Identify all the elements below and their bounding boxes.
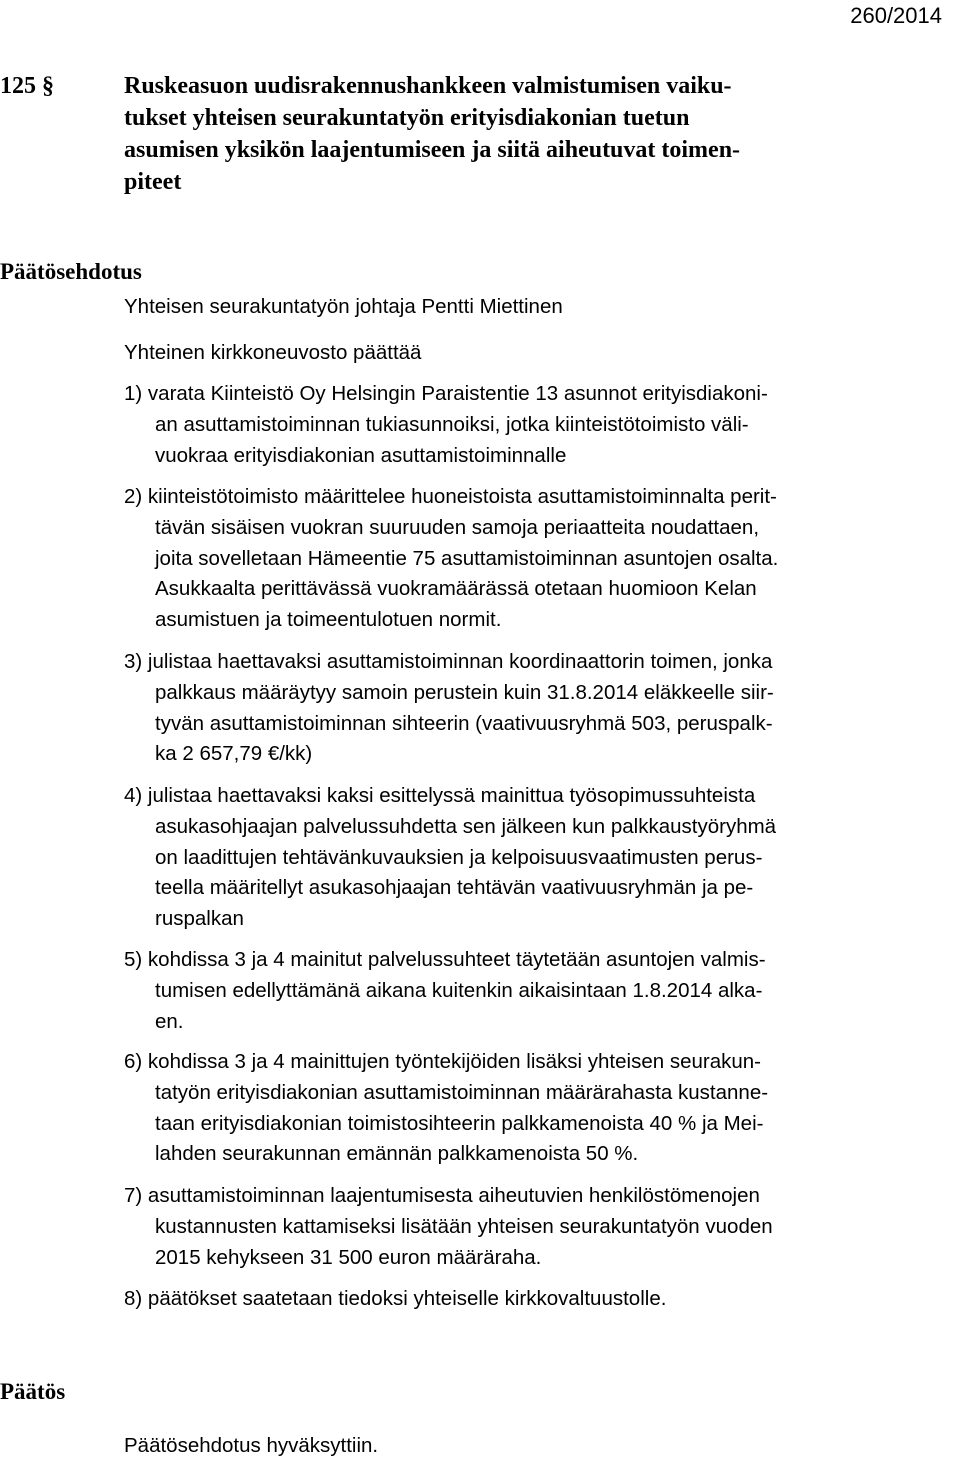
item-line: 6) kohdissa 3 ja 4 mainittujen työntekijöiden lisäksi yhteisen seurakun- [124, 1050, 761, 1073]
item-line: vuokraa erityisdiakonian asuttamistoiminnalle [155, 443, 567, 467]
item-line: 8) päätökset saatetaan tiedoksi yhteiselle kirkkovaltuustolle. [124, 1287, 667, 1310]
decision-item-5 [124, 945, 766, 1037]
section-title-line: asumisen yksikön laajentumiseen ja siitä aiheutuvat toimen- [124, 137, 741, 163]
decider: Yhteinen kirkkoneuvosto päättää [124, 341, 422, 364]
decision-line [124, 1431, 378, 1462]
presenter: Yhteisen seurakuntatyön johtaja Pentti Miettinen [124, 295, 563, 318]
item-line: an asuttamistoiminnan tukiasunnoiksi, jotka kiinteistötoimisto väli- [155, 412, 749, 436]
page-number: 260/2014 [850, 3, 942, 28]
decision-item-3 [124, 647, 774, 770]
decision-item-1 [124, 379, 768, 471]
item-line: tumisen edellyttämänä aikana kuitenkin aikaisintaan 1.8.2014 alka- [155, 978, 763, 1002]
item-line: 2) kiinteistötoimisto määrittelee huoneistoista asuttamistoiminnalta perit- [124, 485, 777, 508]
section-title-line: piteet [124, 169, 182, 195]
item-line: teella määritellyt asukasohjaajan tehtävän vaativuusryhmän ja pe- [155, 876, 754, 900]
section-title [124, 70, 939, 198]
item-line: 5) kohdissa 3 ja 4 mainitut palvelussuhteet täytetään asuntojen valmis- [124, 948, 766, 971]
section-number: 125 § [0, 73, 54, 99]
item-line: tyvän asuttamistoiminnan sihteerin (vaativuusryhmä 503, peruspalk- [155, 711, 773, 735]
decider-line [124, 338, 421, 369]
decision-item-2 [124, 482, 778, 636]
section-title-line: Ruskeasuon uudisrakennushankkeen valmistumisen vaiku- [124, 73, 732, 99]
item-line: lahden seurakunnan emännän palkkamenoista 50 %. [155, 1142, 639, 1166]
proposal-heading: Päätösehdotus [0, 259, 142, 284]
item-line: on laadittujen tehtävänkuvauksien ja kelpoisuusvaatimusten perus- [155, 845, 763, 869]
decision-item-4 [124, 781, 776, 935]
item-line: ruspalkan [155, 907, 244, 931]
item-line: Asukkaalta perittävässä vuokramäärässä otetaan huomioon Kelan [155, 577, 757, 601]
decision-item-7 [124, 1181, 773, 1273]
decision-item-6 [124, 1047, 768, 1170]
decision-heading: Päätös [0, 1379, 66, 1404]
presenter-line [124, 292, 563, 323]
item-line: 4) julistaa haettavaksi kaksi esittelyssä mainittua työsopimussuhteista [124, 784, 756, 807]
item-line: joita sovelletaan Hämeentie 75 asuttamistoiminnan asuntojen osalta. [155, 546, 779, 570]
item-line: palkkaus määräytyy samoin perustein kuin 31.8.2014 eläkkeelle siir- [155, 680, 774, 704]
item-line: en. [155, 1009, 184, 1033]
item-line: 7) asuttamistoiminnan laajentumisesta aiheutuvien henkilöstömenojen [124, 1184, 760, 1207]
decision-text: Päätösehdotus hyväksyttiin. [124, 1434, 379, 1457]
item-line: tatyön erityisdiakonian asuttamistoiminnan määrärahasta kustanne- [155, 1080, 769, 1104]
item-line: taan erityisdiakonian toimistosihteerin palkkamenoista 40 % ja Mei- [155, 1111, 764, 1135]
item-line: 2015 kehykseen 31 500 euron määräraha. [155, 1245, 542, 1269]
item-line: asumistuen ja toimeentulotuen normit. [155, 608, 502, 632]
item-line: 1) varata Kiinteistö Oy Helsingin Paraistentie 13 asunnot erityisdiakoni- [124, 382, 768, 405]
section-title-line: tukset yhteisen seurakuntatyön erityisdiakonian tuetun [124, 105, 690, 131]
item-line: ka 2 657,79 €/kk) [155, 742, 313, 766]
item-line: kustannusten kattamiseksi lisätään yhteisen seurakuntatyön vuoden [155, 1214, 773, 1238]
decision-item-8 [124, 1284, 666, 1315]
item-line: tävän sisäisen vuokran suuruuden samoja periaatteita noudattaen, [155, 515, 760, 539]
item-line: asukasohjaajan palvelussuhdetta sen jälkeen kun palkkaustyöryhmä [155, 814, 777, 838]
item-line: 3) julistaa haettavaksi asuttamistoiminnan koordinaattorin toimen, jonka [124, 650, 773, 673]
